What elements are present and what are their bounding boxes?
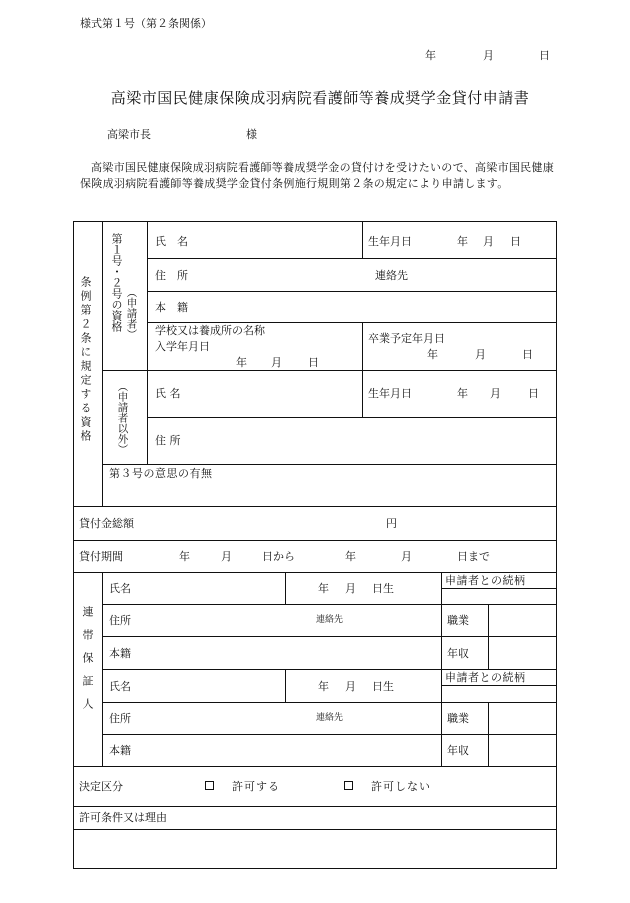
- guarantor1-birth-year: 年: [318, 582, 329, 595]
- graduation-year: 年: [427, 348, 438, 361]
- intent-label: 第３号の意思の有無: [109, 467, 213, 480]
- applicant-contact-label: 連絡先: [375, 269, 408, 282]
- deny-checkbox[interactable]: [344, 781, 353, 790]
- period-end-suffix: 日まで: [457, 550, 490, 563]
- other-birth-year: 年: [457, 387, 468, 400]
- guarantor1-address-label: 住所: [109, 614, 131, 627]
- loan-total-label: 貸付金総額: [79, 517, 134, 530]
- guarantor1-contact-label: 連絡先: [316, 615, 344, 625]
- guarantor2-birth-month: 月: [345, 680, 356, 693]
- period-end-year: 年: [345, 550, 356, 563]
- decision-label: 決定区分: [79, 780, 123, 793]
- guarantor2-contact-label: 連絡先: [316, 713, 344, 723]
- other-birth-month: 月: [490, 387, 501, 400]
- applicant-birth-year: 年: [457, 235, 468, 248]
- enrollment-date-label: 入学年月日: [155, 340, 210, 353]
- period-start-month: 月: [221, 550, 232, 563]
- other-name-label: 氏 名: [155, 387, 181, 400]
- guarantor2-income-label: 年収: [447, 744, 469, 757]
- applicant-birth-month: 月: [483, 235, 494, 248]
- applicant-birth-day: 日: [510, 235, 521, 248]
- section1-label: 第１号・２号の資格: [110, 233, 123, 332]
- guarantor2-job-label: 職業: [447, 712, 469, 725]
- school-name-label: 学校又は養成所の名称: [155, 324, 265, 337]
- guarantor1-birth-month: 月: [345, 582, 356, 595]
- guarantor1-relation-label: 申請者との続柄: [445, 574, 526, 587]
- period-start-year: 年: [179, 550, 190, 563]
- enrollment-year: 年: [236, 356, 247, 369]
- deny-option-label: 許可しない: [371, 780, 431, 793]
- applicant-address-label: 住 所: [155, 269, 188, 282]
- intro-text: 高梁市国民健康保険成羽病院看護師等養成奨学金の貸付けを受けたいので、高梁市国民健康保険成羽病院看護師等養成奨学金貸付条例施行規則第２条の規定により申請します。: [80, 161, 555, 190]
- guarantor2-relation-label: 申請者との続柄: [445, 671, 526, 684]
- applicant-name-label: 氏 名: [155, 235, 188, 248]
- guarantor1-birth-day: 日生: [372, 582, 394, 595]
- period-end-month: 月: [401, 550, 412, 563]
- other-birthdate-label: 生年月日: [368, 387, 412, 400]
- date-year-label: 年: [425, 49, 436, 62]
- loan-yen-unit: 円: [386, 517, 397, 530]
- graduation-day: 日: [522, 348, 533, 361]
- graduation-month: 月: [475, 348, 486, 361]
- period-start-suffix: 日から: [262, 550, 295, 563]
- guarantor1-income-label: 年収: [447, 647, 469, 660]
- loan-period-label: 貸付期間: [79, 550, 123, 563]
- graduation-date-label: 卒業予定年月日: [368, 332, 445, 345]
- addressee: 高梁市長: [107, 128, 151, 141]
- guarantor1-name-label: 氏名: [109, 582, 131, 595]
- date-month-label: 月: [483, 49, 494, 62]
- other-address-label: 住 所: [155, 434, 181, 447]
- form-number: 様式第１号（第２条関係）: [80, 17, 212, 30]
- guarantor2-name-label: 氏名: [109, 680, 131, 693]
- honorific: 様: [246, 128, 257, 141]
- section2-non-applicant-label: （申請者以外）: [116, 381, 129, 455]
- date-day-label: 日: [539, 49, 550, 62]
- guarantor2-birth-day: 日生: [372, 680, 394, 693]
- approve-checkbox[interactable]: [205, 781, 214, 790]
- guarantor2-birth-year: 年: [318, 680, 329, 693]
- applicant-birthdate-label: 生年月日: [368, 235, 412, 248]
- conditions-label: 許可条件又は理由: [79, 811, 167, 824]
- other-birth-day: 日: [528, 387, 539, 400]
- approve-option-label: 許可する: [232, 780, 280, 793]
- guarantor2-honseki-label: 本籍: [109, 744, 131, 757]
- enrollment-day: 日: [308, 356, 319, 369]
- guarantor-label: 連帯保証人: [81, 606, 94, 721]
- guarantor1-job-label: 職業: [447, 614, 469, 627]
- guarantor2-address-label: 住所: [109, 712, 131, 725]
- applicant-honseki-label: 本 籍: [155, 301, 188, 314]
- page-title: 高梁市国民健康保険成羽病院看護師等養成奨学金貸付申請書: [110, 89, 530, 107]
- section1-applicant-label: （申請者）: [125, 287, 138, 340]
- guarantor1-honseki-label: 本籍: [109, 647, 131, 660]
- enrollment-month: 月: [271, 356, 282, 369]
- qualification-outer-label: 条例第２条に規定する資格: [79, 276, 92, 444]
